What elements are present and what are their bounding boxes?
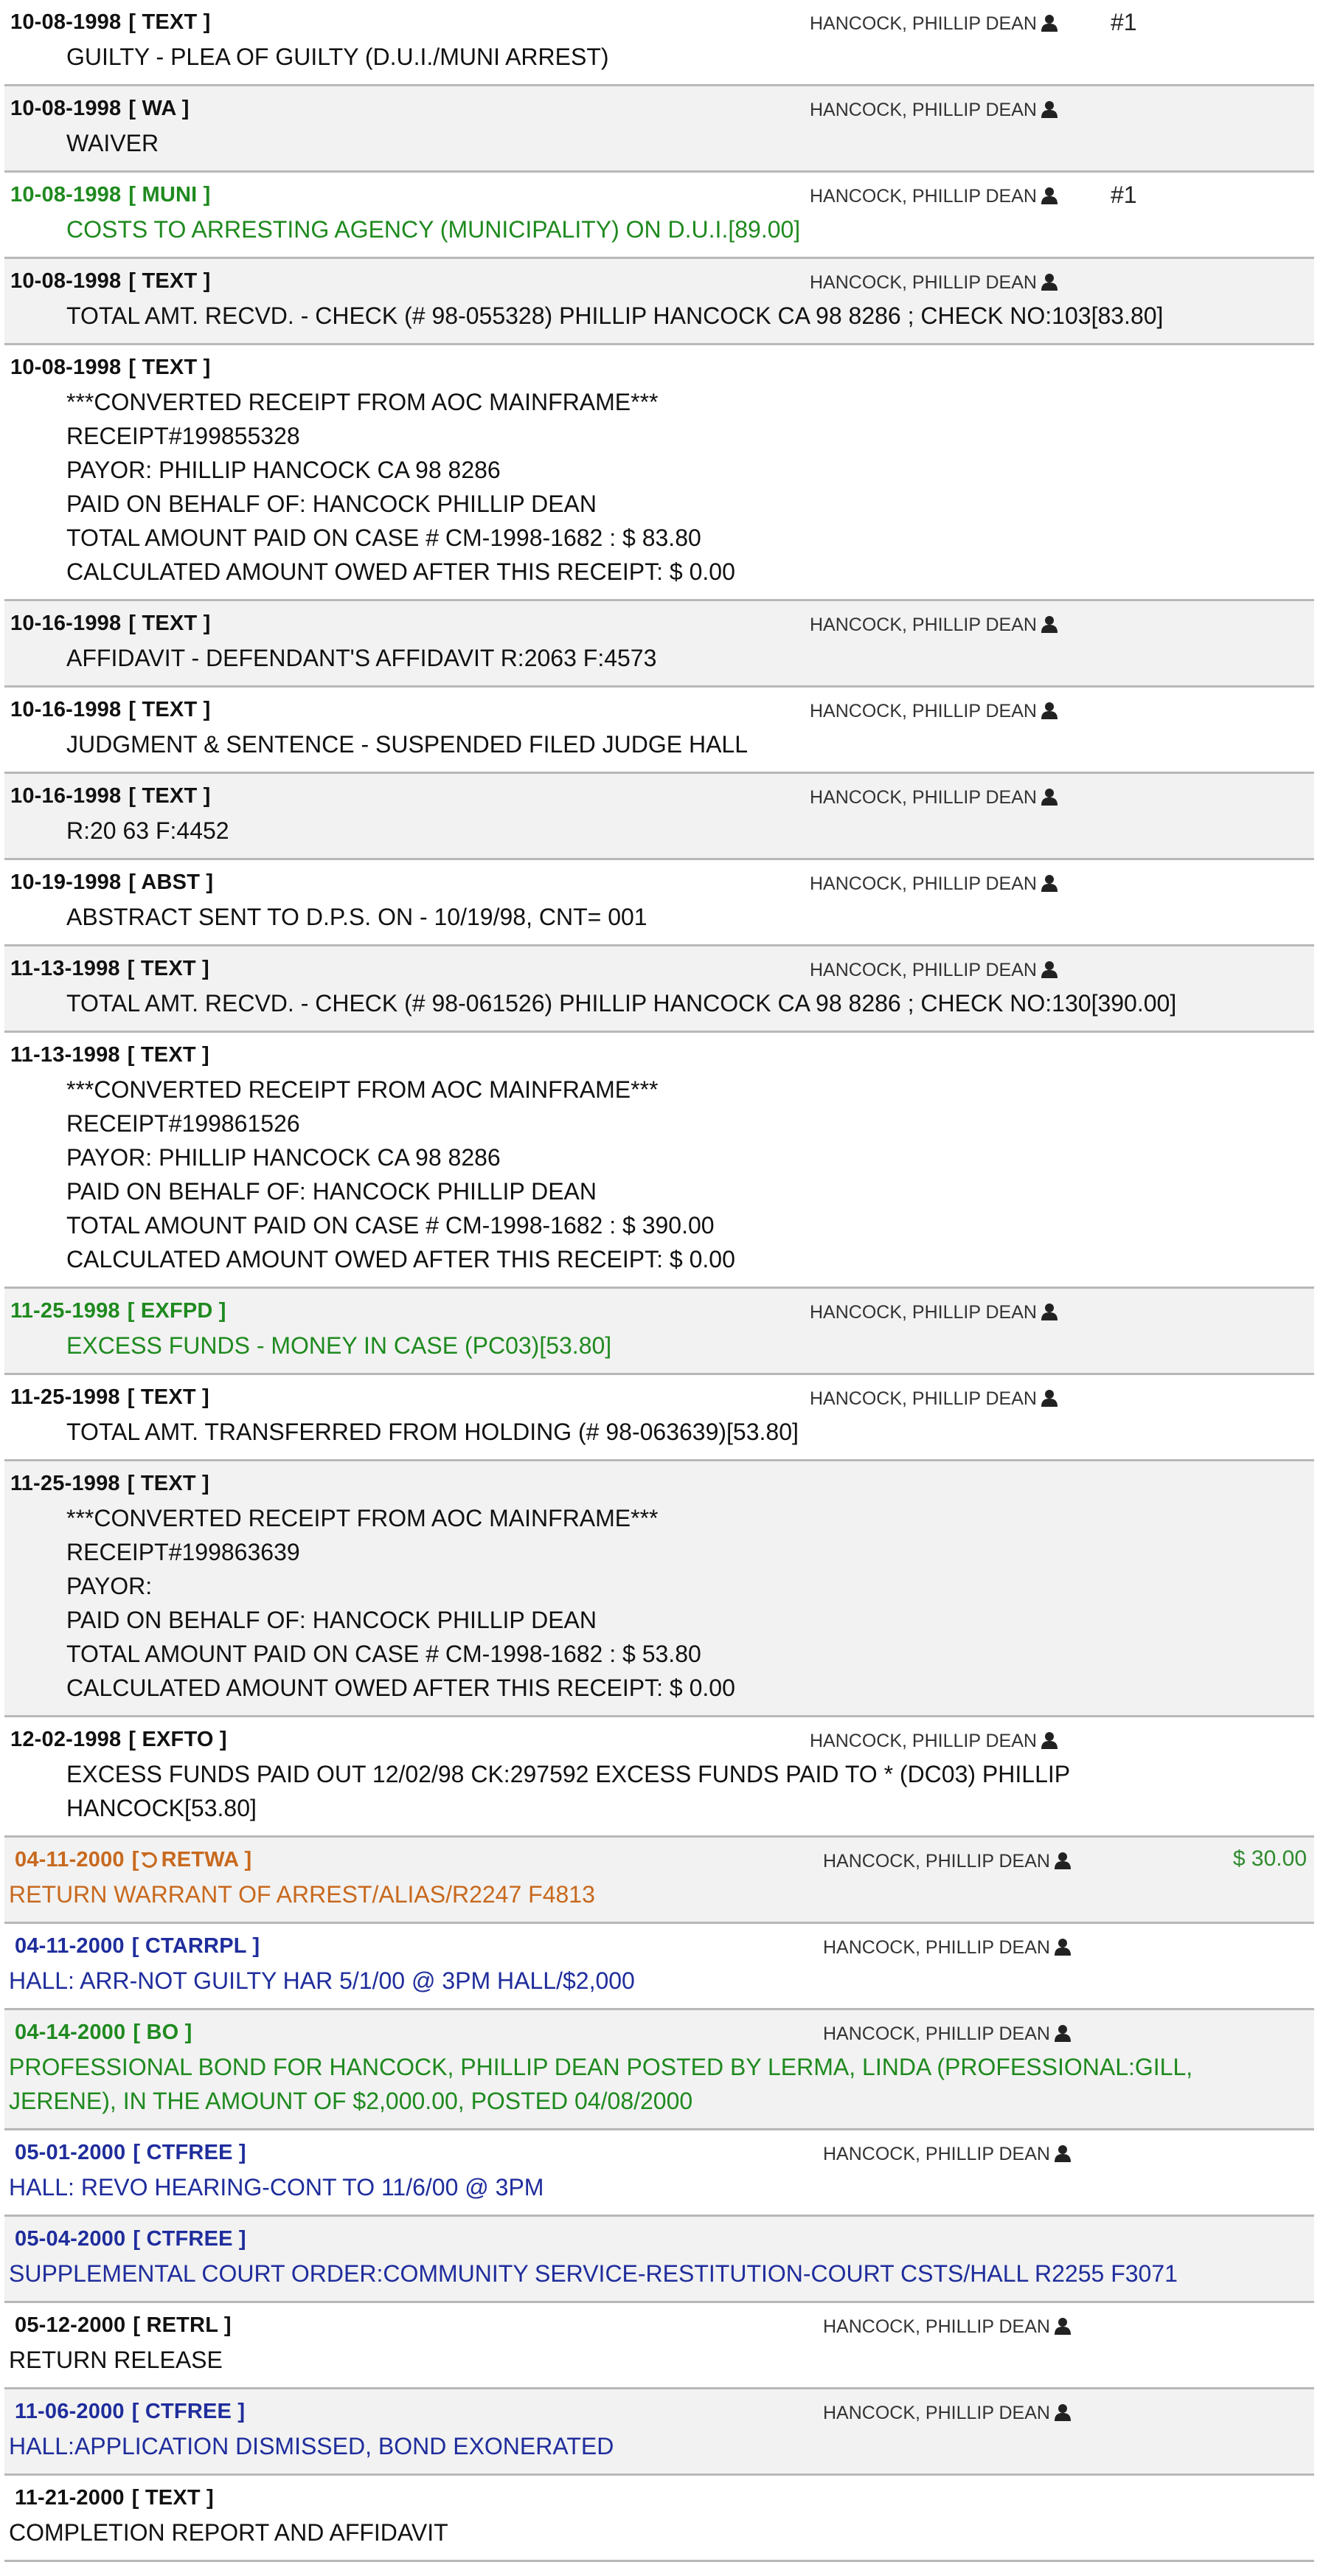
entry-date-code [10, 97, 190, 121]
docket-entry-header [4, 86, 1314, 126]
docket-entry [4, 1033, 1314, 1289]
entry-description-line: PAID ON BEHALF OF: HANCOCK PHILLIP DEAN [66, 1178, 597, 1205]
docket-entry [4, 173, 1314, 259]
entry-description-line: PAYOR: PHILLIP HANCOCK CA 98 8286 [66, 457, 501, 483]
entry-code-text: RETWA ] [161, 1848, 252, 1872]
entry-code [132, 2486, 214, 2510]
user-icon [1041, 273, 1058, 291]
entry-date: 11-06-2000 [15, 2400, 125, 2423]
entry-code [132, 1934, 260, 1958]
entry-description [66, 212, 1285, 246]
docket-entry [4, 860, 1314, 946]
docket-entry-header [4, 1289, 1314, 1329]
entry-date: 10-19-1998 [10, 870, 122, 894]
entry-description-line: TOTAL AMOUNT PAID ON CASE # CM-1998-1682 : $ 53.80 [66, 1641, 701, 1667]
entry-date: 05-12-2000 [15, 2313, 126, 2337]
entry-code-text: [ TEXT ] [128, 269, 211, 293]
entry-date-code [10, 1299, 226, 1323]
entry-code-text: [ CTFREE ] [133, 2141, 246, 2164]
return-arrow-icon [139, 1850, 159, 1869]
entry-code [128, 784, 210, 808]
user-icon [1041, 615, 1058, 633]
entry-description-line: JERENE), IN THE AMOUNT OF $2,000.00, POSTED 04/08/2000 [9, 2088, 693, 2114]
entry-description [66, 641, 1285, 675]
entry-code-text: [ ABST ] [128, 870, 214, 894]
entry-code-text: [ TEXT ] [131, 2486, 214, 2510]
entry-date-code [15, 2227, 246, 2251]
docket-entry [4, 86, 1314, 173]
entry-date: 10-16-1998 [10, 612, 122, 635]
docket-entry [4, 688, 1314, 774]
docket-entry [4, 1375, 1314, 1461]
entry-description-line: PAYOR: [66, 1573, 153, 1599]
entry-description [9, 1877, 1285, 1911]
entry-date: 11-13-1998 [10, 957, 120, 980]
docket-entry [4, 1461, 1314, 1717]
entry-description-line: TOTAL AMOUNT PAID ON CASE # CM-1998-1682 : $ 390.00 [66, 1212, 715, 1239]
entry-code-text: [ WA ] [128, 97, 190, 120]
user-icon [1041, 1303, 1058, 1320]
user-icon [1055, 2144, 1071, 2162]
entry-description-line: TOTAL AMOUNT PAID ON CASE # CM-1998-1682 : $ 83.80 [66, 524, 701, 551]
entry-date-code [15, 1848, 251, 1872]
party-name[interactable] [810, 701, 1058, 722]
entry-code [133, 2227, 246, 2251]
entry-date-code [15, 2141, 246, 2165]
entry-description-line: TOTAL AMT. TRANSFERRED FROM HOLDING (# 98-063639)[53.80] [66, 1419, 799, 1445]
entry-description [66, 986, 1285, 1020]
entry-description-line: RETURN RELEASE [9, 2347, 223, 2373]
party-name-text: HANCOCK, PHILLIP DEAN [810, 873, 1037, 894]
entry-description [9, 1964, 1285, 1998]
docket-entry-header [4, 1033, 1314, 1073]
party-name[interactable] [823, 2316, 1071, 2338]
docket-entry-header [9, 2303, 1314, 2343]
party-name-text: HANCOCK, PHILLIP DEAN [823, 2403, 1050, 2423]
entry-code [128, 957, 209, 980]
user-icon [1041, 187, 1058, 204]
party-name[interactable] [823, 1937, 1071, 1959]
party-name[interactable] [823, 2144, 1071, 2165]
entry-date: 05-01-2000 [15, 2141, 126, 2164]
entry-description [66, 1073, 1285, 1276]
party-name-text: HANCOCK, PHILLIP DEAN [810, 1731, 1037, 1751]
user-icon [1041, 702, 1058, 719]
entry-code [128, 269, 210, 293]
party-name-text: HANCOCK, PHILLIP DEAN [810, 272, 1037, 293]
entry-description-line: HANCOCK[53.80] [66, 1795, 257, 1821]
entry-date: 10-08-1998 [10, 269, 122, 293]
party-name-text: HANCOCK, PHILLIP DEAN [810, 787, 1037, 808]
docket-entry [4, 0, 1314, 86]
entry-description [9, 2257, 1285, 2291]
entry-code [132, 2400, 245, 2423]
entry-date-code [10, 269, 211, 294]
docket-entry [4, 2010, 1314, 2130]
docket-entry [4, 2476, 1314, 2562]
entry-code-text: [ TEXT ] [128, 612, 211, 635]
party-name-text: HANCOCK, PHILLIP DEAN [823, 1851, 1050, 1872]
entry-code [128, 612, 210, 635]
party-name-text: HANCOCK, PHILLIP DEAN [810, 614, 1037, 635]
docket-entry-header [4, 1375, 1314, 1415]
docket-entry [4, 259, 1314, 345]
entry-date-code [10, 356, 211, 380]
entry-description-line: HALL: REVO HEARING-CONT TO 11/6/00 @ 3PM [9, 2174, 544, 2201]
entry-code [128, 97, 189, 120]
entry-code-prefix: [ [131, 1848, 139, 1872]
entry-code [133, 2313, 231, 2337]
docket-entry [4, 946, 1314, 1033]
party-name[interactable] [810, 1388, 1058, 1410]
entry-date: 11-25-1998 [10, 1299, 120, 1323]
party-name-text: HANCOCK, PHILLIP DEAN [810, 1302, 1037, 1323]
entry-date: 04-14-2000 [15, 2021, 126, 2044]
count-number: #1 [1111, 181, 1137, 208]
entry-code-text: [ BO ] [133, 2021, 192, 2044]
user-icon [1041, 960, 1058, 978]
entry-date-code [15, 2486, 214, 2510]
entry-description-line: HALL:APPLICATION DISMISSED, BOND EXONERATED [9, 2433, 614, 2459]
party-name-text: HANCOCK, PHILLIP DEAN [810, 186, 1037, 207]
docket-entry-header [9, 2476, 1314, 2516]
entry-date-code [15, 1934, 260, 1959]
entry-code-text: [ EXFPD ] [127, 1299, 226, 1323]
entry-date: 05-04-2000 [15, 2227, 126, 2251]
entry-description [9, 2343, 1285, 2377]
entry-description-line: TOTAL AMT. RECVD. - CHECK (# 98-055328) PHILLIP HANCOCK CA 98 8286 ; CHECK NO:103[83.80] [66, 302, 1164, 329]
entry-date: 10-16-1998 [10, 698, 122, 721]
entry-description [66, 1501, 1285, 1705]
party-name[interactable] [810, 272, 1058, 294]
entry-code [128, 1385, 209, 1409]
entry-description [9, 2050, 1285, 2118]
entry-date-code [10, 1043, 209, 1067]
party-name-text: HANCOCK, PHILLIP DEAN [823, 2023, 1050, 2044]
entry-description-line: ***CONVERTED RECEIPT FROM AOC MAINFRAME*** [66, 1505, 659, 1531]
docket-entry-header [4, 1717, 1314, 1757]
party-name[interactable] [823, 2023, 1071, 2045]
entry-description-line: COMPLETION REPORT AND AFFIDAVIT [9, 2519, 448, 2546]
entry-date-code [15, 2400, 245, 2424]
party-name-text: HANCOCK, PHILLIP DEAN [810, 100, 1037, 120]
docket-entry-header [9, 1924, 1314, 1964]
party-name[interactable] [810, 960, 1058, 981]
entry-description [66, 1329, 1285, 1363]
entry-code-text: [ TEXT ] [128, 356, 211, 379]
entry-date: 10-16-1998 [10, 784, 122, 808]
entry-code-text: [ TEXT ] [128, 698, 211, 721]
entry-date: 11-13-1998 [10, 1043, 120, 1067]
entry-description-line: ABSTRACT SENT TO D.P.S. ON - 10/19/98, CNT= 001 [66, 904, 647, 930]
count-number: #1 [1111, 9, 1137, 35]
entry-description [66, 385, 1285, 589]
docket-entry-header [4, 259, 1314, 299]
party-name[interactable] [810, 614, 1058, 636]
entry-date-code [10, 10, 211, 35]
docket-entry-header [4, 601, 1314, 641]
docket-entry [4, 1289, 1314, 1375]
entry-description [66, 727, 1285, 761]
docket-entry-header [4, 774, 1314, 814]
entry-amount: $ 30.00 [1232, 1846, 1307, 1871]
docket-entry [4, 2130, 1314, 2217]
entry-date-code [10, 183, 210, 207]
docket-entry [4, 2217, 1314, 2303]
entry-description-line: RECEIPT#199855328 [66, 423, 300, 449]
entry-description-line: RETURN WARRANT OF ARREST/ALIAS/R2247 F4813 [9, 1881, 595, 1908]
party-name[interactable] [823, 1851, 1071, 1872]
entry-description [66, 299, 1285, 333]
entry-code [128, 698, 210, 721]
entry-date: 04-11-2000 [15, 1848, 125, 1872]
entry-code-text: [ EXFTO ] [128, 1728, 227, 1751]
docket-entry-header [9, 1838, 1314, 1877]
docket-entry-header [9, 2389, 1314, 2429]
entry-description-line: ***CONVERTED RECEIPT FROM AOC MAINFRAME*** [66, 389, 659, 415]
entry-date: 10-08-1998 [10, 10, 122, 34]
entry-date-code [10, 957, 209, 981]
entry-code-text: [ TEXT ] [127, 1043, 209, 1067]
entry-description-line: JUDGMENT & SENTENCE - SUSPENDED FILED JUDGE HALL [66, 731, 749, 758]
entry-date: 11-21-2000 [15, 2486, 125, 2510]
entry-code [128, 1728, 226, 1751]
entry-code [128, 356, 210, 379]
entry-description-line: RECEIPT#199863639 [66, 1539, 300, 1565]
user-icon [1055, 2317, 1071, 2335]
party-name[interactable] [810, 13, 1058, 35]
party-name[interactable] [810, 787, 1058, 809]
docket-entry [4, 1924, 1314, 2010]
entry-description [9, 2429, 1285, 2463]
party-name-text: HANCOCK, PHILLIP DEAN [823, 1937, 1050, 1958]
user-icon [1055, 2403, 1071, 2421]
entry-date-code [10, 1728, 227, 1752]
entry-date: 11-25-1998 [10, 1385, 120, 1409]
entry-description-line: TOTAL AMT. RECVD. - CHECK (# 98-061526) PHILLIP HANCOCK CA 98 8286 ; CHECK NO:130[390.00] [66, 990, 1177, 1017]
entry-description-line: ***CONVERTED RECEIPT FROM AOC MAINFRAME*** [66, 1076, 659, 1103]
entry-description-line: EXCESS FUNDS - MONEY IN CASE (PC03)[53.80] [66, 1332, 612, 1359]
entry-code-text: [ RETRL ] [133, 2313, 232, 2337]
entry-description-line: R:20 63 F:4452 [66, 817, 229, 844]
entry-code-text: [ TEXT ] [127, 957, 209, 980]
user-icon [1041, 14, 1058, 32]
party-name[interactable] [810, 1731, 1058, 1752]
entry-code [133, 2021, 192, 2044]
entry-date: 04-11-2000 [15, 1934, 125, 1958]
party-name[interactable] [810, 100, 1058, 121]
entry-date-code [10, 1385, 209, 1410]
entry-code [132, 1848, 252, 1872]
docket-entry-header [4, 688, 1314, 727]
entry-description-line: PAID ON BEHALF OF: HANCOCK PHILLIP DEAN [66, 1607, 597, 1633]
entry-code [128, 183, 210, 207]
entry-code [128, 10, 210, 34]
entry-code-text: [ TEXT ] [128, 10, 211, 34]
docket-entry-header [9, 2217, 1314, 2257]
entry-code-text: [ CTARRPL ] [131, 1934, 260, 1958]
entry-description-line: SUPPLEMENTAL COURT ORDER:COMMUNITY SERVICE-RESTITUTION-COURT CSTS/HALL R2255 F3071 [9, 2260, 1178, 2287]
user-icon [1041, 874, 1058, 892]
entry-date-code [10, 784, 211, 809]
entry-description [66, 1415, 1285, 1449]
entry-code-text: [ TEXT ] [127, 1472, 209, 1495]
entry-description-line: PROFESSIONAL BOND FOR HANCOCK, PHILLIP DEAN POSTED BY LERMA, LINDA (PROFESSIONAL:GILL, [9, 2054, 1193, 2080]
entry-description [9, 2516, 1285, 2549]
entry-date-code [10, 612, 211, 636]
docket-entry [4, 1838, 1314, 1924]
user-icon [1041, 100, 1058, 118]
entry-description [66, 40, 1285, 74]
docket-entry-header [4, 345, 1314, 385]
entry-code-text: [ TEXT ] [127, 1385, 209, 1409]
user-icon [1055, 2024, 1071, 2042]
docket-entry-header [4, 946, 1314, 986]
entry-date-code [10, 870, 213, 895]
entry-description-line: CALCULATED AMOUNT OWED AFTER THIS RECEIPT: $ 0.00 [66, 558, 735, 585]
entry-date-code [15, 2313, 232, 2338]
user-icon [1055, 1938, 1071, 1956]
entry-description [66, 1757, 1285, 1825]
entry-description-line: EXCESS FUNDS PAID OUT 12/02/98 CK:297592 EXCESS FUNDS PAID TO * (DC03) PHILLIP [66, 1761, 1071, 1787]
entry-description [9, 2170, 1285, 2204]
entry-date: 12-02-1998 [10, 1728, 122, 1751]
party-name[interactable] [810, 873, 1058, 895]
entry-description-line: GUILTY - PLEA OF GUILTY (D.U.I./MUNI ARREST) [66, 44, 609, 70]
party-name[interactable] [810, 186, 1058, 207]
party-name-text: HANCOCK, PHILLIP DEAN [823, 2316, 1050, 2337]
entry-date: 10-08-1998 [10, 356, 122, 379]
entry-date: 11-25-1998 [10, 1472, 120, 1495]
entry-description-line: CALCULATED AMOUNT OWED AFTER THIS RECEIPT: $ 0.00 [66, 1246, 735, 1273]
entry-description-line: WAIVER [66, 130, 159, 156]
entry-description-line: COSTS TO ARRESTING AGENCY (MUNICIPALITY) ON D.U.I.[89.00] [66, 216, 801, 243]
docket-entry-header [4, 173, 1314, 212]
party-name-text: HANCOCK, PHILLIP DEAN [810, 960, 1037, 980]
entry-code [128, 1472, 209, 1495]
entry-code-text: [ MUNI ] [128, 183, 211, 207]
entry-description [66, 900, 1285, 934]
docket-entry [4, 601, 1314, 688]
docket-entry-header [9, 2010, 1314, 2050]
entry-description-line: RECEIPT#199861526 [66, 1110, 300, 1137]
docket-entry [4, 2303, 1314, 2389]
docket-entry-header [4, 1461, 1314, 1501]
docket-entry-header [4, 0, 1314, 40]
docket-entry-header [4, 860, 1314, 900]
entry-description [66, 126, 1285, 160]
entry-code-text: [ CTFREE ] [133, 2227, 246, 2251]
entry-description-line: PAYOR: PHILLIP HANCOCK CA 98 8286 [66, 1144, 501, 1171]
party-name-text: HANCOCK, PHILLIP DEAN [810, 1388, 1037, 1409]
docket-entry [4, 774, 1314, 860]
party-name-text: HANCOCK, PHILLIP DEAN [810, 701, 1037, 721]
entry-description-line: PAID ON BEHALF OF: HANCOCK PHILLIP DEAN [66, 491, 597, 517]
party-name-text: HANCOCK, PHILLIP DEAN [823, 2144, 1050, 2164]
entry-description-line: HALL: ARR-NOT GUILTY HAR 5/1/00 @ 3PM HALL/$2,000 [9, 1967, 635, 1994]
entry-date-code [15, 2021, 192, 2045]
entry-code [128, 870, 213, 894]
docket-entry-header [9, 2130, 1314, 2170]
entry-date-code [10, 698, 211, 722]
entry-date: 10-08-1998 [10, 97, 122, 120]
docket-entry [4, 345, 1314, 601]
party-name[interactable] [810, 1302, 1058, 1323]
entry-code [128, 1043, 209, 1067]
user-icon [1041, 1389, 1058, 1407]
docket-entry [4, 1717, 1314, 1838]
entry-description [66, 814, 1285, 848]
party-name-text: HANCOCK, PHILLIP DEAN [810, 13, 1037, 34]
party-name[interactable] [823, 2403, 1071, 2424]
entry-code-text: [ TEXT ] [128, 784, 211, 808]
entry-description-line: AFFIDAVIT - DEFENDANT'S AFFIDAVIT R:2063 F:4573 [66, 645, 657, 671]
entry-date-code [10, 1472, 209, 1496]
entry-code-text: [ CTFREE ] [131, 2400, 246, 2423]
user-icon [1041, 788, 1058, 806]
user-icon [1041, 1731, 1058, 1749]
user-icon [1055, 1852, 1071, 1869]
entry-code [128, 1299, 226, 1323]
docket-entry [4, 2389, 1314, 2476]
entry-date: 10-08-1998 [10, 183, 122, 207]
entry-code [133, 2141, 246, 2164]
entry-description-line: CALCULATED AMOUNT OWED AFTER THIS RECEIPT: $ 0.00 [66, 1675, 735, 1701]
